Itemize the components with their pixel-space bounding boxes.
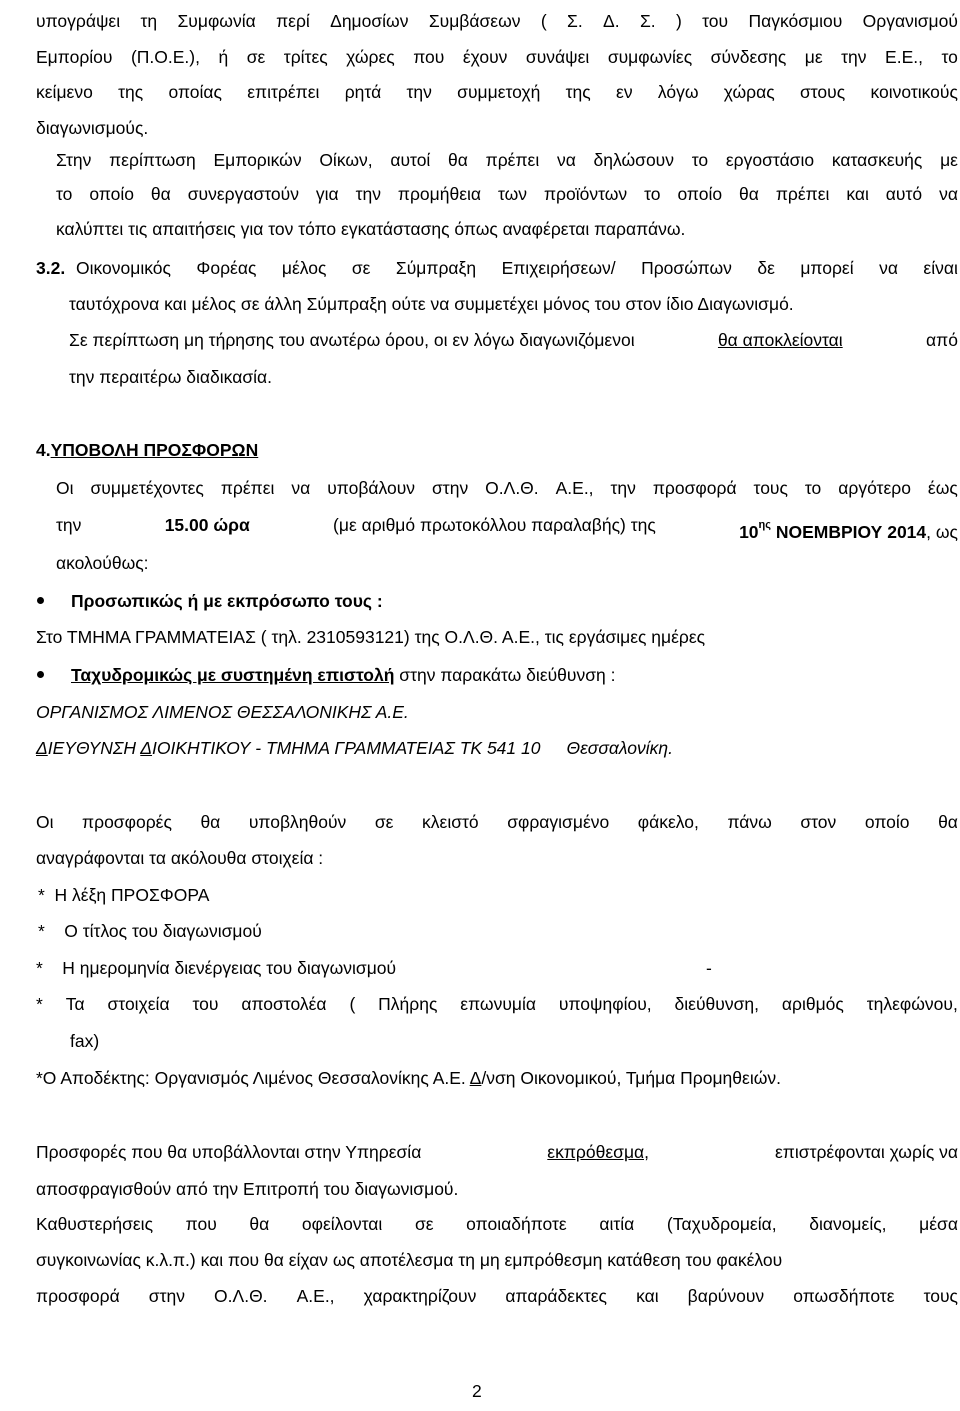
- page-number: 2: [472, 1381, 482, 1401]
- word: την: [406, 82, 432, 102]
- word: έως: [927, 478, 958, 498]
- word: επωνυμία: [460, 994, 536, 1014]
- address-text: Δ: [140, 738, 153, 758]
- word: Ε.Ε.,: [885, 47, 923, 67]
- word: την: [841, 47, 867, 67]
- word: εν: [616, 82, 633, 102]
- body-line: αποσφραγισθούν από την Επιτροπή του διαγωνισμού.: [36, 1179, 459, 1199]
- word: και: [846, 184, 869, 204]
- word: κοινοτικούς: [870, 82, 958, 102]
- word: να: [879, 258, 898, 278]
- word: σφραγισμένο: [507, 812, 610, 832]
- body-line: [36, 1284, 958, 1308]
- body-text: επιστρέφονται χωρίς να: [775, 1142, 958, 1162]
- body-line: ακολούθως:: [56, 553, 149, 573]
- word: υποβάλουν: [327, 478, 416, 498]
- word: και: [636, 1286, 659, 1306]
- word: τη: [140, 11, 158, 31]
- word: την: [610, 478, 636, 498]
- body-text: *Ο Αποδέκτης: Οργανισμός Λιμένος Θεσσαλονίκης Α.Ε.: [36, 1068, 470, 1088]
- word: Σ.: [567, 11, 583, 31]
- word: των: [497, 184, 528, 204]
- word: για: [315, 184, 339, 204]
- body-line: [36, 1140, 958, 1164]
- word: πρέπει: [220, 478, 275, 498]
- word: συνάψει: [525, 47, 590, 67]
- word: απαράδεκτες: [505, 1286, 607, 1306]
- word: Οίκων,: [319, 150, 373, 170]
- word: περίπτωση: [109, 150, 196, 170]
- word: αποστολέα: [241, 994, 327, 1014]
- word: το: [644, 184, 661, 204]
- word: που: [185, 1214, 217, 1234]
- word: δε: [757, 258, 775, 278]
- word: οφείλονται: [301, 1214, 383, 1234]
- word: Παγκόσμιου: [748, 11, 843, 31]
- body-text: (με αριθμό πρωτοκόλλου παραλαβής) της: [333, 515, 656, 535]
- word: περί: [276, 11, 310, 31]
- envelope-item: fax): [70, 1031, 100, 1051]
- word: Συμβάσεων: [428, 11, 521, 31]
- word: προσφορά: [36, 1286, 120, 1306]
- date-day: 10: [739, 522, 759, 542]
- word: Οργανισμού: [862, 11, 958, 31]
- word: Προσώπων: [641, 258, 732, 278]
- word: Καθυστερήσεις: [36, 1214, 154, 1234]
- address-text: ΙΕΥΘΥΝΣΗ: [47, 738, 141, 758]
- word: αργότερο: [838, 478, 911, 498]
- word: Πλήρης: [378, 994, 438, 1014]
- word: του: [192, 994, 219, 1014]
- word: οποιαδήποτε: [466, 1214, 567, 1234]
- word: φάκελο,: [637, 812, 699, 832]
- body-text: την: [56, 515, 82, 535]
- word: θα: [200, 812, 221, 832]
- word: είναι: [923, 258, 958, 278]
- word: Τα: [65, 994, 85, 1014]
- word: ): [675, 11, 682, 31]
- body-text: Δ: [469, 1068, 482, 1088]
- address-line: ΟΡΓΑΝΙΣΜΟΣ ΛΙΜΕΝΟΣ ΘΕΣΣΑΛΟΝΙΚΗΣ Α.Ε.: [36, 702, 409, 722]
- word: κλειστό: [422, 812, 479, 832]
- body-line: καλύπτει τις απαιτήσεις για τον τόπο εγκατάστασης όπως αναφέρεται παραπάνω.: [56, 219, 686, 239]
- word: με: [804, 47, 823, 67]
- word: αυτό: [885, 184, 923, 204]
- underlined-text: θα αποκλείονται: [717, 330, 843, 350]
- word: οποίας: [168, 82, 222, 102]
- bullet-heading: Ταχυδρομικώς με συστημένη επιστολή: [71, 665, 395, 685]
- word: υποβληθούν: [248, 812, 347, 832]
- word: να: [939, 184, 958, 204]
- word: Α.Ε.,: [555, 478, 594, 498]
- word: χώρας: [723, 82, 775, 102]
- word: Δ.: [603, 11, 620, 31]
- word: στοιχεία: [107, 994, 170, 1014]
- body-line: την περαιτέρω διαδικασία.: [69, 367, 272, 387]
- word: που: [413, 47, 445, 67]
- word: της: [118, 82, 144, 102]
- word: στους: [799, 82, 846, 102]
- word: συμμετοχή: [457, 82, 541, 102]
- word: το: [691, 150, 709, 170]
- bullet-heading: Προσωπικώς ή με εκπρόσωπο τους :: [71, 591, 383, 611]
- body-line: Στο ΤΜΗΜΑ ΓΡΑΜΜΑΤΕΙΑΣ ( τηλ. 2310593121) της Ο.Λ.Θ. Α.Ε., τις εργάσιμες ημέρες: [36, 627, 706, 647]
- word: Οικονομικός: [76, 258, 171, 278]
- word: οποίο: [864, 812, 910, 832]
- bullet-line: [71, 663, 616, 687]
- word: τηλεφώνου,: [866, 994, 958, 1014]
- word: σε: [414, 1214, 434, 1234]
- body-line: [36, 45, 958, 69]
- date-suffix: ης: [758, 519, 771, 531]
- word: οποίο: [677, 184, 723, 204]
- word: να: [556, 150, 576, 170]
- word: σε: [374, 812, 394, 832]
- word: (Π.Ο.Ε.),: [130, 47, 200, 67]
- word: Οι: [56, 478, 74, 498]
- dash-mark: -: [706, 958, 712, 978]
- word: έχουν: [462, 47, 508, 67]
- word: πρέπει: [775, 184, 830, 204]
- word: Ο.Λ.Θ.: [214, 1286, 268, 1306]
- underlined-text: εκπρόθεσμα,: [547, 1142, 650, 1162]
- section-number: 4.: [36, 440, 51, 460]
- word: Εμπορίου: [36, 47, 113, 67]
- word: το: [56, 184, 73, 204]
- word: χώρες: [346, 47, 395, 67]
- word: πάνω: [727, 812, 772, 832]
- body-line: [36, 9, 958, 33]
- word: του: [702, 11, 729, 31]
- body-line: [76, 256, 958, 280]
- envelope-item: [36, 992, 958, 1016]
- body-line: [56, 182, 958, 206]
- bullet-icon: [37, 597, 44, 604]
- word: Συμφωνία: [177, 11, 256, 31]
- word: Α.Ε.,: [296, 1286, 335, 1306]
- word: οπωσδήποτε: [793, 1286, 895, 1306]
- word: Σύμπραξη: [395, 258, 477, 278]
- word: Οι: [36, 812, 54, 832]
- word: Ο.Λ.Θ.: [485, 478, 539, 498]
- word: στην: [432, 478, 469, 498]
- address-text: Δ: [36, 738, 48, 758]
- envelope-item: [36, 1066, 781, 1090]
- address-text: ΙΟΙΚΗΤΙΚΟΥ - ΤΜΗΜΑ ΓΡΑΜΜΑΤΕΙΑΣ ΤΚ 541 10: [152, 738, 541, 758]
- word: μέλος: [281, 258, 327, 278]
- word: στον: [800, 812, 837, 832]
- word: μπορεί: [800, 258, 854, 278]
- word: (: [540, 11, 547, 31]
- date-month-year: ΝΟΕΜΒΡΙΟΥ 2014: [775, 522, 927, 542]
- word: προσφορά: [652, 478, 737, 498]
- word: κατασκευής: [831, 150, 923, 170]
- word: κείμενο: [36, 82, 93, 102]
- body-line: αναγράφονται τα ακόλουθα στοιχεία :: [36, 848, 324, 868]
- body-text: στην παρακάτω διεύθυνση :: [394, 665, 616, 685]
- word: διανομείς,: [809, 1214, 887, 1234]
- word: συμφωνίες: [607, 47, 693, 67]
- envelope-item: * Ο τίτλος του διαγωνισμού: [38, 921, 262, 941]
- word: θα: [249, 1214, 270, 1234]
- section-heading: [36, 438, 258, 462]
- word: να: [291, 478, 311, 498]
- word: τρίτες: [283, 47, 328, 67]
- word: με: [940, 150, 958, 170]
- word: συμμετέχοντες: [90, 478, 204, 498]
- word: Σ.: [639, 11, 656, 31]
- word: το: [804, 478, 822, 498]
- word: (Ταχυδρομεία,: [666, 1214, 777, 1234]
- body-line: συγκοινωνίας κ.λ.π.) και που θα είχαν ως αποτέλεσμα τη μη εμπρόθεσμη κατάθεση του φακέλου: [36, 1250, 783, 1270]
- body-line: [36, 1212, 958, 1236]
- word: αριθμός: [781, 994, 844, 1014]
- word: λόγω: [657, 82, 699, 102]
- word: θα: [150, 184, 171, 204]
- word: προσφορές: [82, 812, 172, 832]
- body-line: διαγωνισμούς.: [36, 118, 149, 138]
- body-text: , ως: [926, 522, 958, 542]
- word: τους: [923, 1286, 958, 1306]
- body-text: Προσφορές που θα υποβάλλονται στην Υπηρεσία: [36, 1142, 422, 1162]
- word: σύνδεσης: [710, 47, 787, 67]
- body-text: από: [926, 330, 958, 350]
- word: (: [349, 994, 356, 1014]
- envelope-item: * Η λέξη ΠΡΟΣΦΟΡΑ: [38, 885, 210, 905]
- body-line: [69, 328, 958, 352]
- word: σε: [351, 258, 371, 278]
- body-line: [56, 513, 958, 544]
- word: στην: [148, 1286, 185, 1306]
- word: εργοστάσιο: [725, 150, 815, 170]
- bullet-icon: [37, 671, 44, 678]
- body-text: Σε περίπτωση μη τήρησης του ανωτέρω όρου, οι εν λόγω διαγωνιζόμενοι: [69, 330, 635, 350]
- word: της: [565, 82, 591, 102]
- word: διεύθυνση,: [674, 994, 759, 1014]
- body-line: [56, 148, 958, 172]
- envelope-item: * Η ημερομηνία διενέργειας του διαγωνισμού: [36, 958, 397, 978]
- word: μέσα: [919, 1214, 958, 1234]
- deadline-date: [739, 513, 958, 544]
- word: προμήθεια: [397, 184, 482, 204]
- word: ή: [218, 47, 229, 67]
- word: αιτία: [599, 1214, 635, 1234]
- word: σε: [246, 47, 266, 67]
- word: θα: [448, 150, 468, 170]
- word: την: [355, 184, 381, 204]
- section-number: 3.2.: [36, 258, 66, 278]
- word: προϊόντων: [543, 184, 628, 204]
- word: θα: [739, 184, 759, 204]
- word: συνεργαστούν: [187, 184, 299, 204]
- word: βαρύνουν: [687, 1286, 765, 1306]
- word: Δημοσίων: [330, 11, 409, 31]
- word: Εμπορικών: [213, 150, 302, 170]
- word: υποψηφίου,: [558, 994, 652, 1014]
- word: *: [36, 994, 43, 1014]
- section-title: ΥΠΟΒΟΛΗ ΠΡΟΣΦΟΡΩΝ: [50, 440, 259, 460]
- deadline-time: 15.00 ώρα: [164, 515, 250, 535]
- word: Επιχειρήσεων/: [501, 258, 616, 278]
- word: το: [941, 47, 958, 67]
- word: δηλώσουν: [593, 150, 675, 170]
- body-line: ταυτόχρονα και μέλος σε άλλη Σύμπραξη ούτε να συμμετέχει μόνος του στον ίδιο Διαγωνισμό.: [69, 294, 794, 314]
- word: επιτρέπει: [247, 82, 320, 102]
- word: αυτοί: [390, 150, 431, 170]
- word: Στην: [56, 150, 92, 170]
- word: υπογράψει: [36, 11, 121, 31]
- word: θα: [938, 812, 958, 832]
- body-line: [56, 476, 958, 500]
- word: χαρακτηρίζουν: [363, 1286, 477, 1306]
- body-text: /νση Οικονομικού, Τμήμα Προμηθειών.: [481, 1068, 781, 1088]
- word: Φορέας: [196, 258, 257, 278]
- address-city: Θεσσαλονίκη.: [566, 738, 673, 758]
- word: πρέπει: [485, 150, 540, 170]
- body-line: [36, 80, 958, 104]
- body-line: [36, 810, 958, 834]
- word: οποίο: [89, 184, 134, 204]
- address-line: [36, 736, 673, 760]
- word: ρητά: [344, 82, 382, 102]
- word: τους: [753, 478, 788, 498]
